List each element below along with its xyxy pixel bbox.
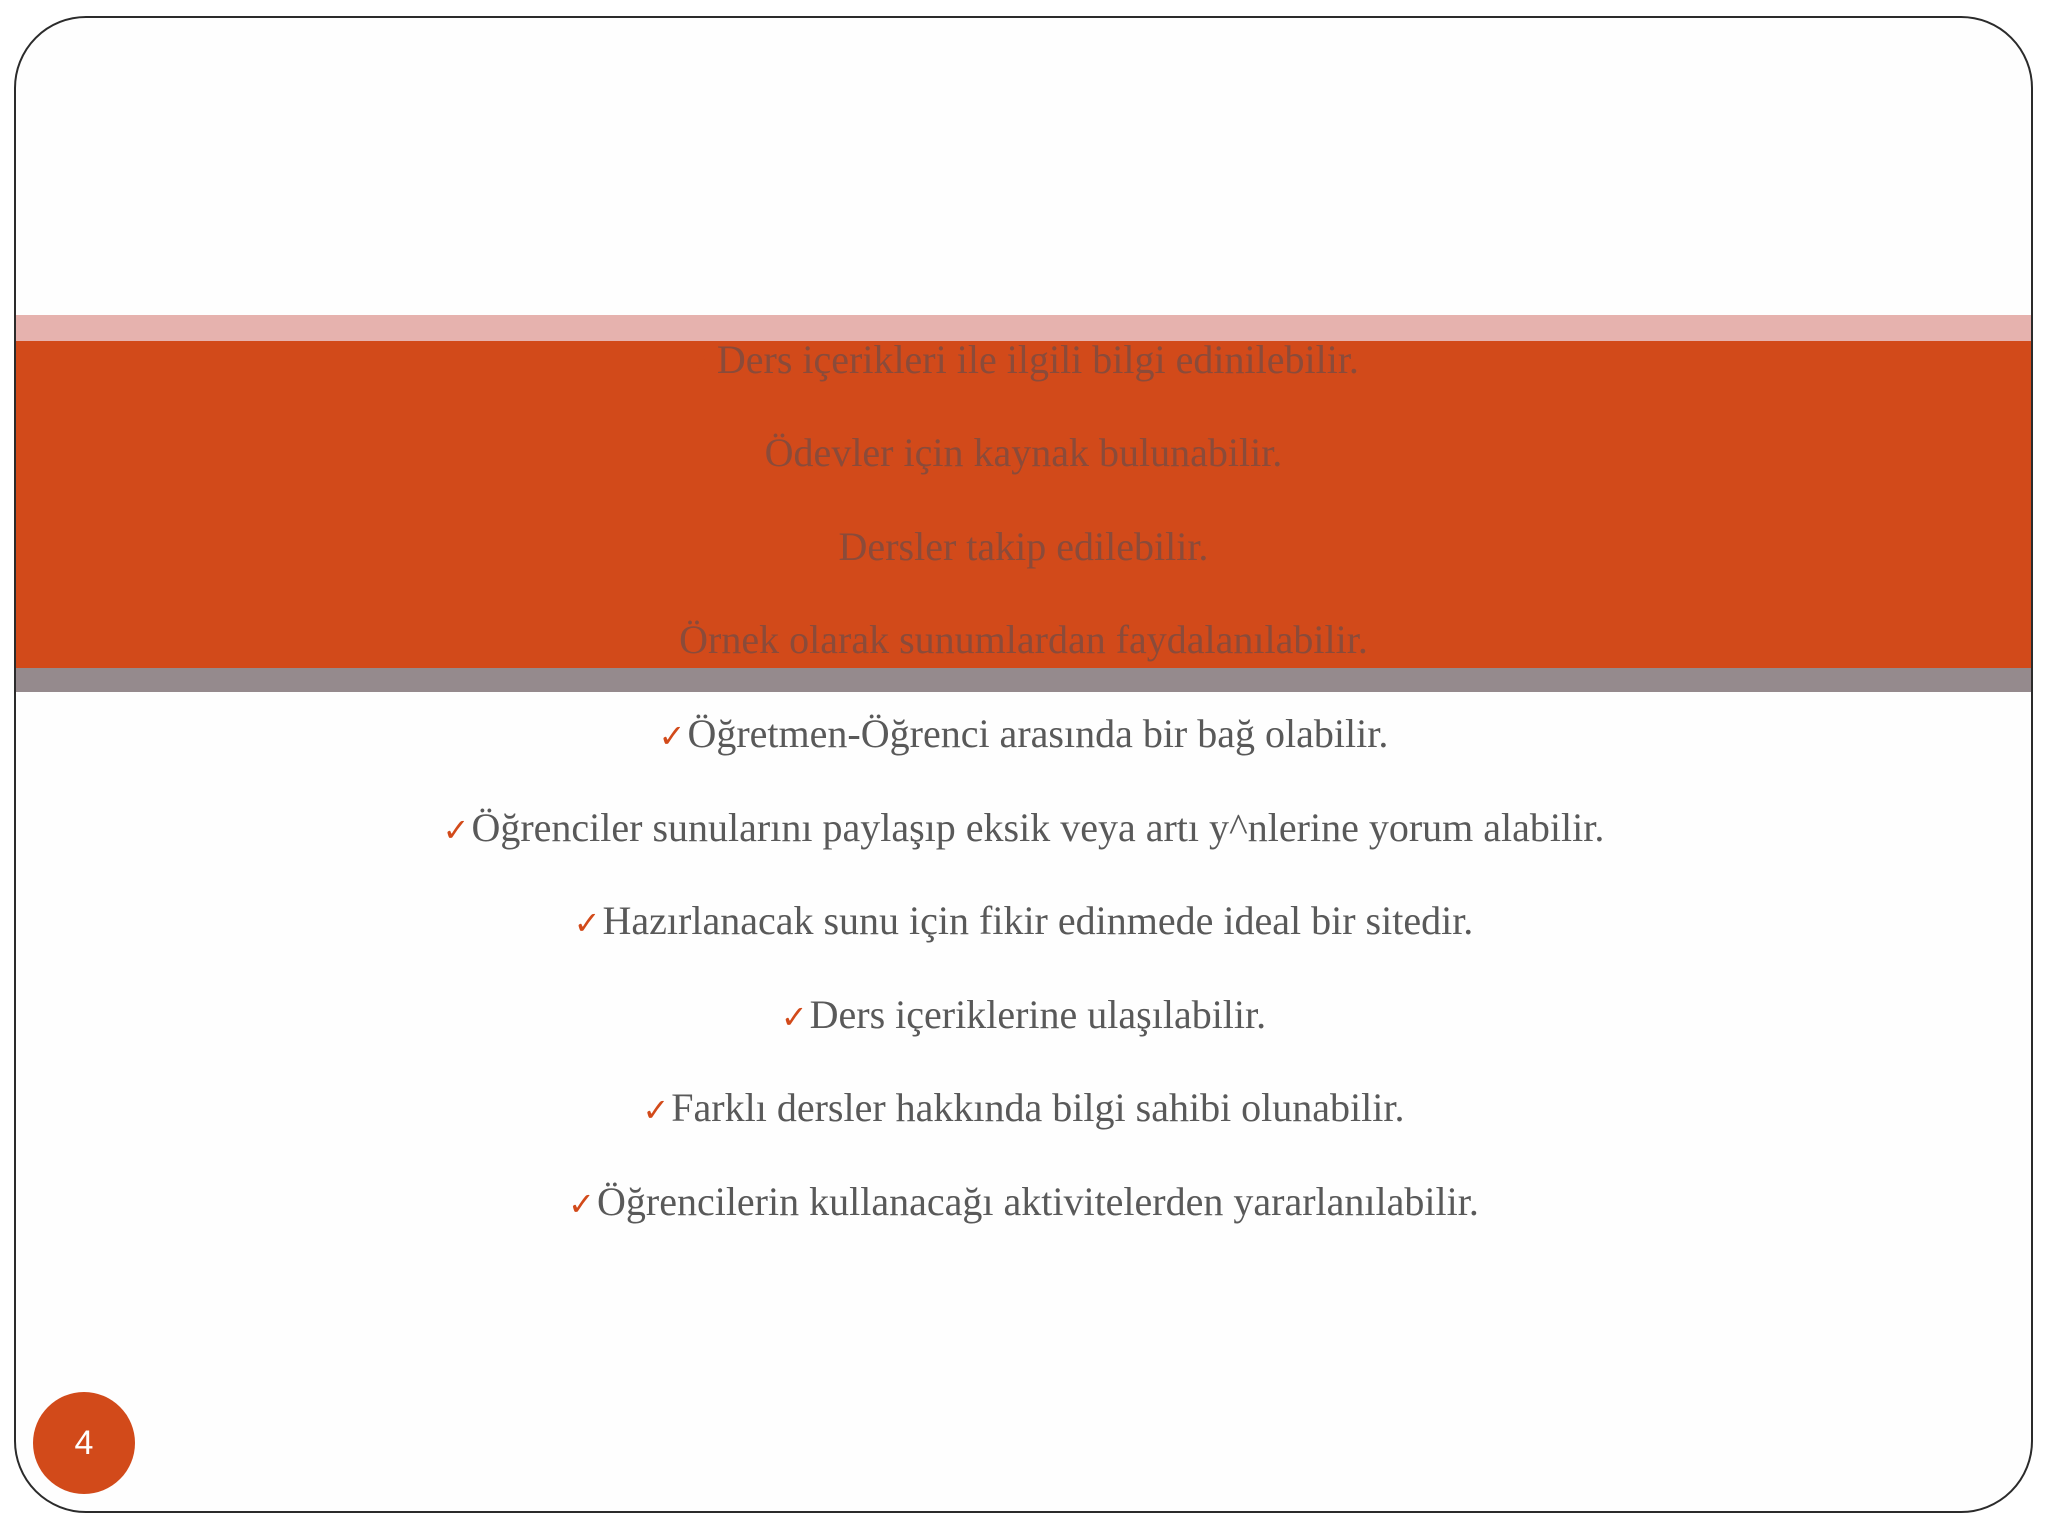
check-icon: ✓ — [573, 904, 601, 942]
bullet-text: Hazırlanacak sunu için fikir edinmede ideal bir sitedir. — [602, 898, 1474, 943]
bullet-text: Dersler takip edilebilir. — [838, 524, 1209, 569]
check-icon: ✓ — [688, 343, 715, 381]
bullet-text: Öğrenciler sunularını paylaşıp eksik veya artı y^nlerine yorum alabilir. — [471, 805, 1605, 850]
bullet-item — [16, 991, 2031, 1041]
bullet-text: Ders içeriklerine ulaşılabilir. — [809, 992, 1267, 1037]
bullet-text: Örnek olarak sunumlardan faydalanılabilir. — [679, 617, 1368, 662]
bullet-text: Farklı dersler hakkında bilgi sahibi olunabilir. — [671, 1085, 1405, 1130]
bullet-item — [16, 1178, 2031, 1228]
page-number-badge: 4 — [33, 1392, 135, 1494]
bullet-item — [16, 523, 2031, 571]
bullet-item — [16, 336, 2031, 386]
bullet-item — [16, 897, 2031, 947]
check-icon: ✓ — [442, 811, 470, 849]
check-icon: ✓ — [658, 717, 686, 755]
bullet-item — [16, 804, 2031, 854]
bullet-item — [16, 710, 2031, 760]
slide-frame — [14, 16, 2033, 1513]
check-icon: ✓ — [642, 1091, 670, 1129]
check-icon: ✓ — [780, 998, 808, 1036]
bullet-list — [16, 18, 2031, 1511]
bullet-text: Ders içerikleri ile ilgili bilgi edinilebilir. — [716, 337, 1359, 382]
bullet-text: Öğretmen-Öğrenci arasında bir bağ olabilir. — [687, 711, 1389, 756]
check-icon: ✓ — [568, 1185, 595, 1223]
bullet-text: Ödevler için kaynak bulunabilir. — [764, 430, 1283, 475]
bullet-item — [16, 1084, 2031, 1134]
bullet-text: Öğrencilerin kullanacağı aktivitelerden yararlanılabilir. — [596, 1179, 1479, 1224]
bullet-item — [16, 616, 2031, 664]
bullet-item — [16, 429, 2031, 477]
